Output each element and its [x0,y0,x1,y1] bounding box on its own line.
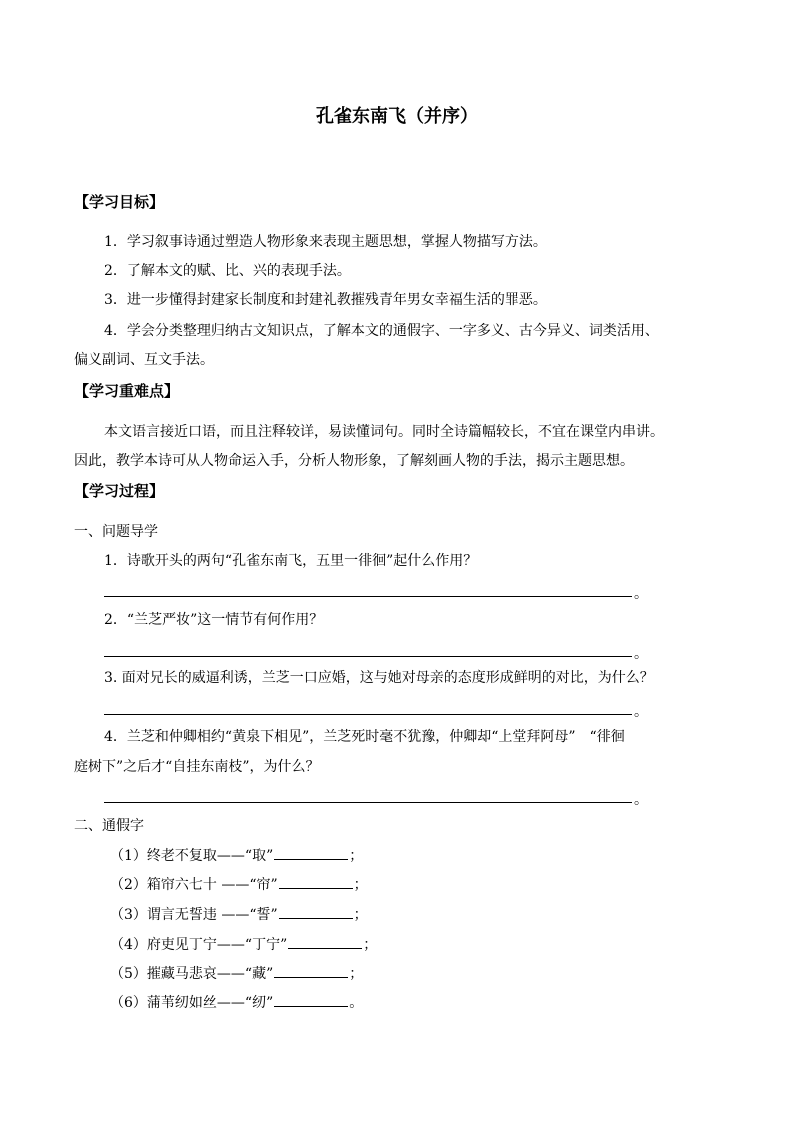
tongjia-item-end: 。 [349,995,364,1011]
objective-item: 4．学会分类整理归纳古文知识点，了解本文的通假字、一字多义、古今异义、词类活用、 [104,323,659,339]
tongjia-item-end: ； [349,966,364,982]
answer-end-mark: 。 [634,586,648,602]
tongjia-item [110,934,377,956]
tongjia-item-text: （5）摧藏马悲哀——“藏” [110,966,274,982]
tongjia-item-text: （4）府吏见丁宁——“丁宁” [110,937,288,953]
key-points-paragraph: 本文语言接近口语，而且注释较详，易读懂词句。同时全诗篇幅较长，不宜在课堂内串讲。 [104,424,664,440]
answer-end-mark: 。 [634,792,648,808]
fill-blank[interactable] [279,904,353,919]
fill-blank[interactable] [274,845,348,860]
answer-line-2[interactable] [104,656,632,657]
question-1: 1．诗歌开头的两句“孔雀东南飞，五里一徘徊”起什么作用？ [104,553,478,569]
tongjia-item-text: （2）箱帘六七十 ——“帘” [110,877,278,893]
tongjia-item-end: ； [363,937,378,953]
answer-line-1[interactable] [104,596,632,597]
answer-line-4[interactable] [104,802,632,803]
tongjia-item-text: （6）蒲苇纫如丝——“纫” [110,995,274,1011]
tongjia-item [110,904,368,926]
question-2: 2．“兰芝严妆”这一情节有何作用？ [104,612,324,628]
objective-item-continued: 偏义副词、互文手法。 [74,352,214,368]
key-points-heading: 【学习重难点】 [74,382,180,400]
objective-item: 3．进一步懂得封建家长制度和封建礼教摧残青年男女幸福生活的罪恶。 [104,292,547,308]
fill-blank[interactable] [274,992,348,1007]
tongjia-item [110,992,363,1014]
tongjia-item-text: （3）谓言无誓违 ——“誓” [110,907,278,923]
section-label: 二、通假字 [74,818,144,834]
tongjia-item-end: ； [353,877,368,893]
tongjia-item [110,874,368,896]
page-title: 孔雀东南飞（并序） [316,106,478,127]
section-label: 一、问题导学 [74,524,158,540]
tongjia-item [110,963,363,985]
tongjia-item [110,845,363,867]
fill-blank[interactable] [274,963,348,978]
tongjia-item-end: ； [349,848,364,864]
fill-blank[interactable] [288,934,362,949]
question-3: 3. 面对兄长的威逼利诱，兰芝一口应婚，这与她对母亲的态度形成鲜明的对比，为什么？ [104,670,654,686]
objective-item: 1．学习叙事诗通过塑造人物形象来表现主题思想，掌握人物描写方法。 [104,234,547,250]
objective-item: 2．了解本文的赋、比、兴的表现手法。 [104,263,351,279]
answer-line-3[interactable] [104,714,632,715]
answer-end-mark: 。 [634,646,648,662]
process-heading: 【学习过程】 [74,482,165,500]
answer-end-mark: 。 [634,704,648,720]
key-points-paragraph: 因此，教学本诗可从人物命运入手，分析人物形象，了解刻画人物的手法，揭示主题思想。 [74,453,634,469]
tongjia-item-text: （1）终老不复取——“取” [110,848,274,864]
tongjia-item-end: ； [353,907,368,923]
fill-blank[interactable] [279,874,353,889]
objectives-heading: 【学习目标】 [74,193,165,211]
question-4: 4．兰芝和仲卿相约“黄泉下相见”，兰芝死时毫不犹豫，仲卿却“上堂拜阿母” “徘徊 [104,729,625,745]
question-4-continued: 庭树下”之后才“自挂东南枝”，为什么？ [74,759,320,775]
